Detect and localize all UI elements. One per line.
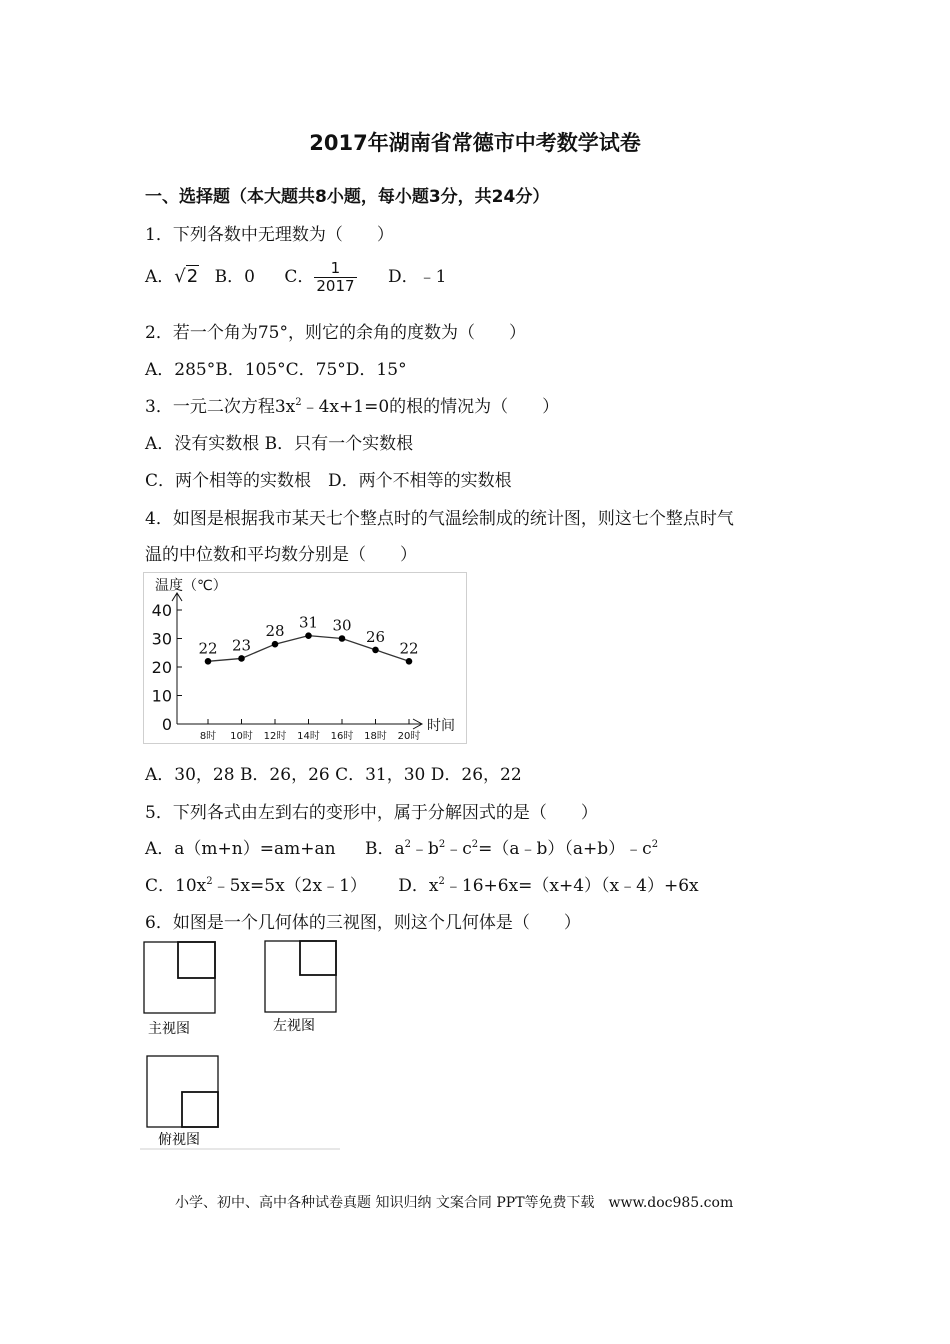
- q1-option-a-sqrt: √2: [174, 266, 199, 287]
- data-point: [372, 647, 379, 654]
- q1-option-c-label: C．: [284, 267, 315, 287]
- data-point: [406, 658, 413, 665]
- paper-title: 2017年湖南省常德市中考数学试卷: [309, 131, 641, 155]
- q1-option-b: B．0: [214, 267, 255, 287]
- q1-stem: 1．下列各数中无理数为（ ）: [145, 225, 394, 245]
- q4-options: A．30，28 B．26，26 C．31，30 D．26，22: [145, 765, 522, 785]
- front-view-label: 主视图: [148, 1021, 190, 1037]
- data-label: 31: [298, 613, 319, 632]
- q3-stem-part2: ﹣4x+1=0的根的情况为（ ）: [301, 397, 560, 417]
- q1-option-d: D．﹣1: [387, 267, 447, 287]
- x-tick-label: 8时: [199, 731, 217, 742]
- data-label: 26: [365, 627, 386, 646]
- q5-option-c: [145, 876, 367, 896]
- data-label: 22: [198, 639, 218, 658]
- q3-stem-part1: 3．一元二次方程3x: [145, 397, 296, 417]
- q5-b-exp1: 2: [404, 839, 411, 850]
- q5-options-cd: [145, 871, 699, 896]
- q5-b-exp2: 2: [438, 839, 446, 850]
- q5-c-part1: C．10x: [145, 876, 207, 896]
- top-view-label: 俯视图: [158, 1132, 200, 1148]
- y-tick-label: 40: [151, 601, 172, 620]
- q5-b-part4: =（a﹣b）（a+b）﹣c: [478, 839, 652, 859]
- q5-stem: 5．下列各式由左到右的变形中，属于分解因式的是（ ）: [145, 803, 598, 823]
- q1-fraction-numerator: 1: [314, 260, 356, 278]
- section-heading: 一、选择题（本大题共8小题，每小题3分，共24分）: [145, 187, 550, 207]
- q2-stem: 2．若一个角为75°，则它的余角的度数为（ ）: [145, 323, 526, 343]
- x-tick-label: 18时: [364, 731, 387, 742]
- chart-y-axis-label: 温度（℃）: [155, 578, 227, 594]
- q1-option-a-radicand: 2: [186, 266, 199, 287]
- x-tick-label: 14时: [297, 731, 320, 742]
- data-point: [205, 658, 212, 665]
- left-view: [265, 941, 336, 1034]
- q5-c-exp: 2: [206, 876, 213, 887]
- q5-b-exp4: 2: [651, 839, 659, 850]
- q5-option-b: [365, 839, 658, 859]
- q3-exponent: 2: [295, 397, 302, 408]
- q3-options-2: C．两个相等的实数根 D．两个不相等的实数根: [145, 471, 512, 491]
- data-point: [339, 635, 346, 642]
- left-view-inner-square: [300, 941, 336, 975]
- q2-options: A．285°B．105°C．75°D．15°: [145, 360, 407, 380]
- x-tick-label: 10时: [230, 731, 253, 742]
- top-view-inner-square: [182, 1092, 218, 1127]
- q5-options-ab: [145, 834, 658, 859]
- data-point: [305, 632, 312, 639]
- q5-b-part1: B．a: [364, 839, 405, 859]
- q1-fraction-denominator: 2017: [316, 277, 355, 295]
- temperature-chart: [143, 572, 467, 744]
- x-tick-label: 20时: [397, 731, 421, 742]
- q1-options: [145, 260, 446, 295]
- y-tick-label: 0: [161, 715, 172, 734]
- data-label: 30: [332, 616, 352, 635]
- q5-option-d: [398, 876, 698, 896]
- q1-option-c-fraction: [314, 260, 356, 295]
- x-tick-label: 12时: [263, 731, 287, 742]
- q1-option-a-label: A．: [145, 267, 175, 287]
- q5-b-exp3: 2: [471, 839, 479, 850]
- data-label: 23: [231, 636, 252, 655]
- q5-c-part2: ﹣5x=5x（2x﹣1）: [212, 876, 367, 896]
- top-view: [147, 1056, 218, 1148]
- q6-stem: 6．如图是一个几何体的三视图，则这个几何体是（ ）: [145, 913, 581, 933]
- data-label: 28: [265, 622, 285, 641]
- q5-b-part3: ﹣c: [445, 839, 472, 859]
- q5-d-exp: 2: [438, 876, 445, 887]
- q5-d-part1: D．x: [398, 876, 439, 896]
- q3-stem: [145, 392, 559, 417]
- data-label: 22: [399, 639, 419, 658]
- chart-x-axis-label: 时间: [427, 718, 455, 734]
- y-tick-label: 30: [151, 629, 172, 649]
- left-view-label: 左视图: [273, 1018, 315, 1034]
- q5-d-part2: ﹣16+6x=（x+4）（x﹣4）+6x: [444, 876, 699, 896]
- q5-option-a: A．a（m+n）=am+an: [145, 839, 336, 859]
- y-tick-label: 10: [151, 686, 172, 706]
- q4-stem-line2: 温的中位数和平均数分别是（ ）: [145, 545, 417, 565]
- three-views-figure: [140, 938, 345, 1153]
- page-footer: 小学、初中、高中各种试卷真题 知识归纳 文案合同 PPT等免费下载 www.doc985.com: [175, 1195, 734, 1211]
- q3-options-1: A．没有实数根 B．只有一个实数根: [145, 434, 414, 454]
- data-point: [238, 655, 245, 662]
- front-view: [144, 942, 215, 1037]
- q4-stem-line1: 4．如图是根据我市某天七个整点时的气温绘制成的统计图，则这七个整点时气: [145, 509, 734, 529]
- y-tick-label: 20: [151, 658, 172, 677]
- data-point: [272, 641, 279, 648]
- chart-frame: [144, 573, 467, 744]
- q5-b-part2: ﹣b: [410, 839, 439, 859]
- x-tick-label: 16时: [330, 731, 354, 742]
- front-view-inner-square: [178, 942, 215, 978]
